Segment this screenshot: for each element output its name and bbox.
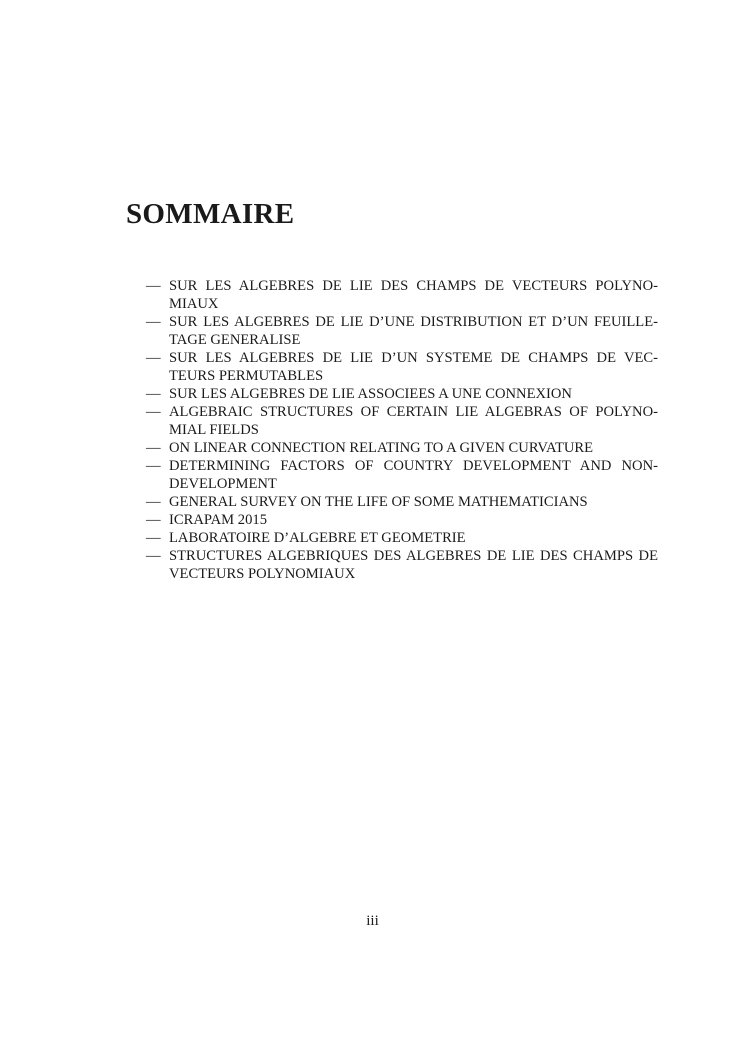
em-dash-bullet: — bbox=[146, 458, 161, 474]
toc-item bbox=[146, 529, 658, 547]
toc-item bbox=[146, 403, 658, 439]
toc-item bbox=[146, 313, 658, 349]
toc-item bbox=[146, 511, 658, 529]
toc-item-text: GENERAL SURVEY ON THE LIFE OF SOME MATHEMATICIANS bbox=[169, 494, 588, 510]
page-number: iii bbox=[366, 913, 379, 929]
em-dash-bullet: — bbox=[146, 314, 161, 330]
toc-item-text: ON LINEAR CONNECTION RELATING TO A GIVEN CURVATURE bbox=[169, 440, 594, 456]
toc-item-text: SUR LES ALGEBRES DE LIE ASSOCIEES A UNE CONNEXION bbox=[169, 386, 572, 402]
em-dash-bullet: — bbox=[146, 530, 161, 546]
page-title: SOMMAIRE bbox=[126, 198, 295, 230]
toc-item bbox=[146, 547, 658, 583]
toc-item-text: SUR LES ALGEBRES DE LIE DES CHAMPS DE VECTEURS POLYNO-MIAUX bbox=[169, 278, 658, 312]
toc-item bbox=[146, 493, 658, 511]
em-dash-bullet: — bbox=[146, 440, 161, 456]
toc-item-text: SUR LES ALGEBRES DE LIE D’UN SYSTEME DE CHAMPS DE VEC-TEURS PERMUTABLES bbox=[169, 350, 658, 384]
toc-item-text: ICRAPAM 2015 bbox=[169, 512, 267, 528]
toc-item-text: ALGEBRAIC STRUCTURES OF CERTAIN LIE ALGEBRAS OF POLYNO-MIAL FIELDS bbox=[169, 404, 658, 438]
toc-item bbox=[146, 277, 658, 313]
toc-item bbox=[146, 439, 658, 457]
em-dash-bullet: — bbox=[146, 404, 161, 420]
em-dash-bullet: — bbox=[146, 278, 161, 294]
toc-item bbox=[146, 457, 658, 493]
em-dash-bullet: — bbox=[146, 494, 161, 510]
em-dash-bullet: — bbox=[146, 512, 161, 528]
toc-item-text: DETERMINING FACTORS OF COUNTRY DEVELOPMENT AND NON-DEVELOPMENT bbox=[169, 458, 658, 492]
em-dash-bullet: — bbox=[146, 548, 161, 564]
toc-item-text: STRUCTURES ALGEBRIQUES DES ALGEBRES DE LIE DES CHAMPS DE VECTEURS POLYNOMIAUX bbox=[169, 548, 658, 582]
em-dash-bullet: — bbox=[146, 350, 161, 366]
toc-item bbox=[146, 349, 658, 385]
em-dash-bullet: — bbox=[146, 386, 161, 402]
toc-item-text: SUR LES ALGEBRES DE LIE D’UNE DISTRIBUTION ET D’UN FEUILLE-TAGE GENERALISE bbox=[169, 314, 658, 348]
toc-item bbox=[146, 385, 658, 403]
toc-item-text: LABORATOIRE D’ALGEBRE ET GEOMETRIE bbox=[169, 530, 466, 546]
table-of-contents bbox=[146, 277, 658, 583]
